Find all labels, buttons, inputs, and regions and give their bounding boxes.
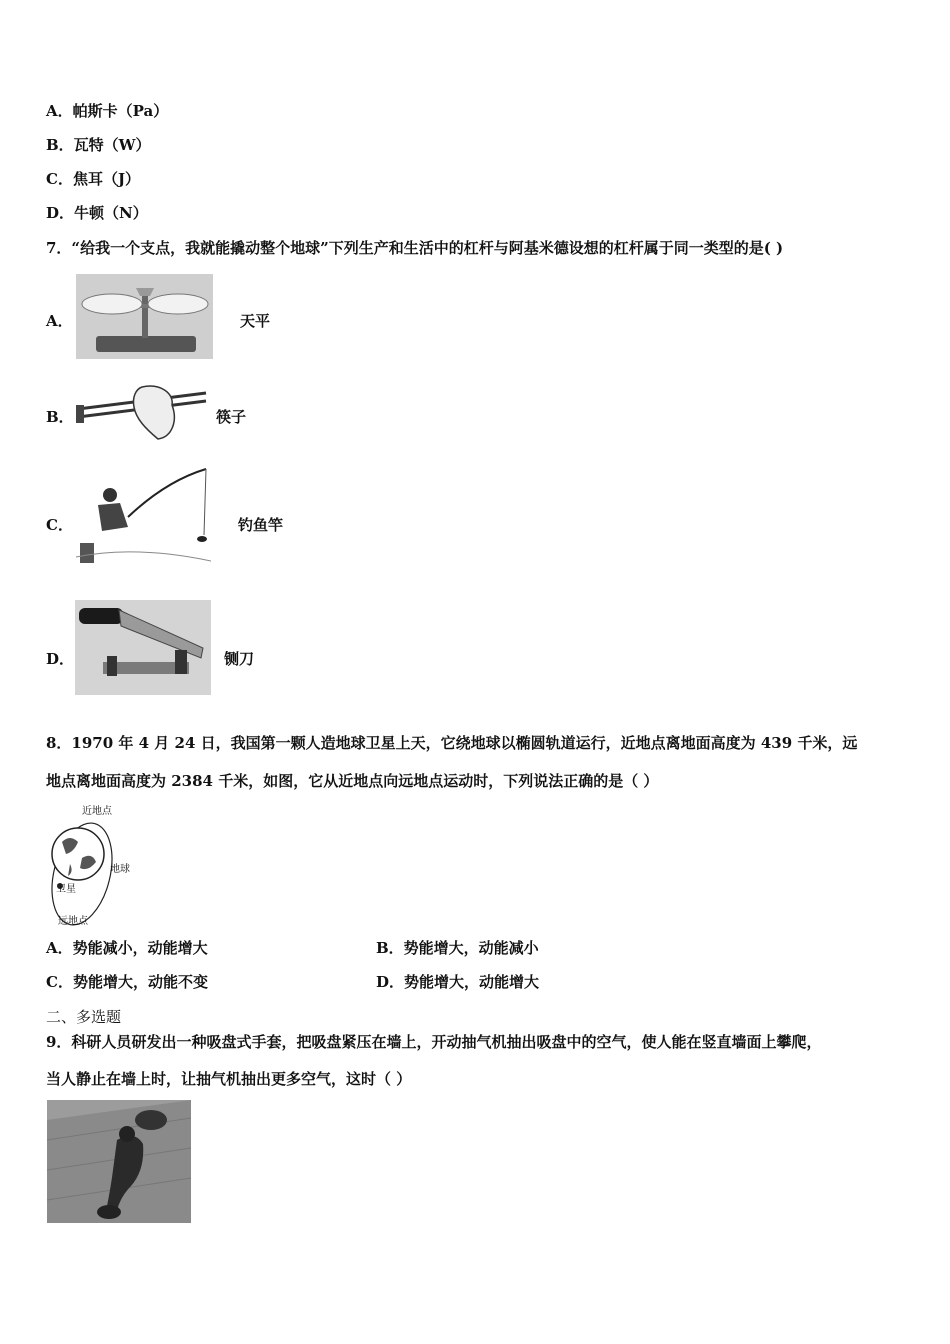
- q8-stem-line1: 8．1970 年 4 月 24 日，我国第一颗人造地球卫星上天，它绕地球以椭圆轨道运行，近地点离地面高度为 439 千米，远: [46, 734, 858, 752]
- apogee-label: 远地点: [58, 916, 88, 926]
- q8-option-b: B．势能增大，动能减小: [376, 939, 539, 957]
- fishing-rod-image: [76, 465, 211, 570]
- q7-option-c-letter: C．: [46, 516, 73, 534]
- wall-climber-image: [47, 1100, 191, 1223]
- q7-option-a-name: 天平: [240, 312, 271, 330]
- q8-stem-line2: 地点离地面高度为 2384 千米，如图，它从近地点向远地点运动时，下列说法正确的是（ ）: [46, 772, 659, 790]
- satellite-label: 卫星: [56, 884, 76, 895]
- q9-stem-line2: 当人静止在墙上时，让抽气机抽出更多空气，这时（ ）: [46, 1070, 412, 1088]
- q7-option-d-name: 铡刀: [224, 650, 255, 668]
- perigee-label: 近地点: [82, 806, 112, 817]
- earth-label: 地球: [110, 864, 130, 875]
- q6-option-a: A．帕斯卡（Pa）: [46, 102, 169, 120]
- q7-option-d-letter: D．: [46, 650, 75, 668]
- q8-option-c: C．势能增大，动能不变: [46, 973, 208, 991]
- satellite-orbit-figure: [44, 802, 140, 926]
- q6-option-b: B．瓦特（W）: [46, 136, 151, 154]
- q8-option-d: D．势能增大，动能增大: [376, 973, 540, 991]
- chopper-image: [75, 600, 211, 695]
- section-heading: 二、多选题: [46, 1008, 122, 1026]
- q6-option-d: D．牛顿（N）: [46, 204, 148, 222]
- q7-stem: 7．“给我一个支点，我就能撬动整个地球”下列生产和生活中的杠杆与阿基米德设想的杠杆属于同一类型的是( ): [46, 239, 784, 257]
- q7-option-b-letter: B．: [46, 408, 74, 426]
- chopsticks-image: [74, 381, 209, 443]
- q7-option-b-name: 筷子: [216, 408, 247, 426]
- balance-scale-image: [76, 274, 213, 359]
- q7-option-a-letter: A．: [46, 312, 73, 330]
- q9-stem-line1: 9．科研人员研发出一种吸盘式手套，把吸盘紧压在墙上，开动抽气机抽出吸盘中的空气，使人能在竖直墙面上攀爬，: [46, 1033, 822, 1051]
- q6-option-c: C．焦耳（J）: [46, 170, 141, 188]
- q8-option-a: A．势能减小，动能增大: [46, 939, 208, 957]
- q7-option-c-name: 钓鱼竿: [238, 516, 284, 534]
